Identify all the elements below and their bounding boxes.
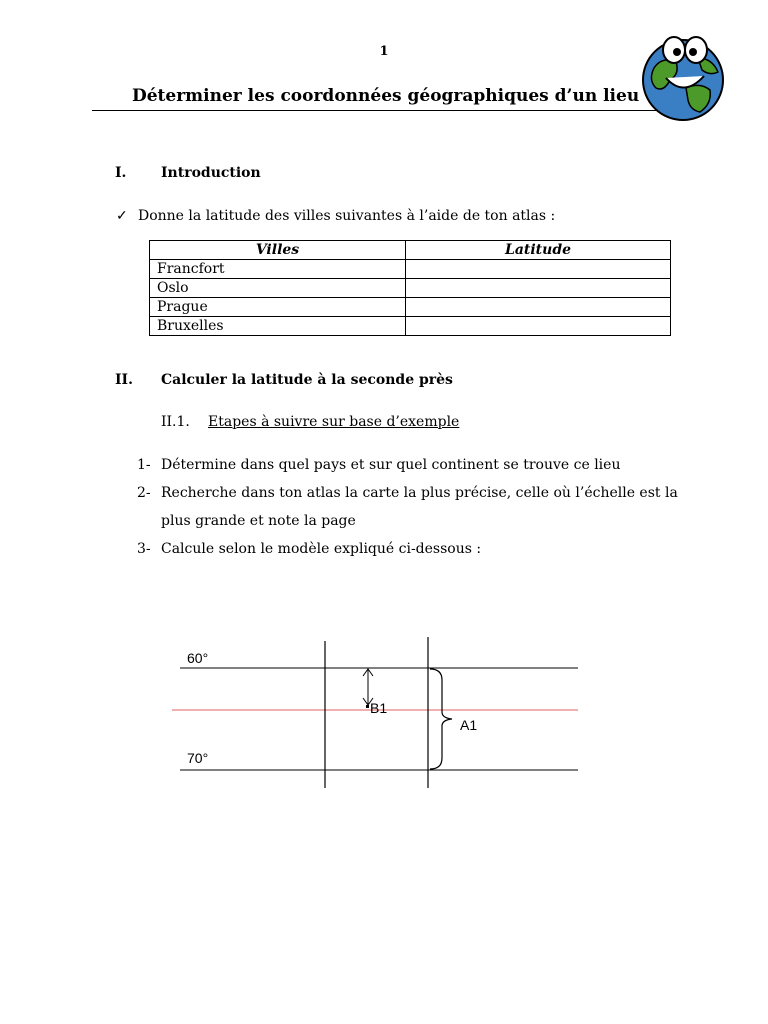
- step-text: Recherche dans ton atlas la carte la plus précise, celle où l’échelle est la: [161, 485, 678, 501]
- step-text: Détermine dans quel pays et sur quel continent se trouve ce lieu: [161, 457, 621, 473]
- label-70: 70°: [187, 750, 209, 766]
- checkmark-icon: ✓: [116, 208, 128, 224]
- section-1-instruction: Donne la latitude des villes suivantes à l’aide de ton atlas :: [138, 208, 556, 224]
- page-title: Déterminer les coordonnées géographiques d’un lieu: [132, 86, 640, 106]
- step-number: 2-: [137, 485, 151, 501]
- table-cell-city: Prague: [150, 298, 406, 317]
- subsection-number: II.1.: [161, 414, 190, 430]
- brace-icon: [430, 669, 452, 769]
- step-number: 3-: [137, 541, 151, 557]
- subsection-title: Etapes à suivre sur base d’exemple: [208, 414, 460, 430]
- point-marker: [366, 705, 369, 708]
- table-header-cell: Villes: [150, 241, 406, 260]
- table-cell-city: Francfort: [150, 260, 406, 279]
- section-2-number: II.: [115, 372, 133, 388]
- page-number: 1: [379, 44, 389, 59]
- table-header-cell: Latitude: [406, 241, 671, 260]
- table-cell-city: Oslo: [150, 279, 406, 298]
- step-text: Calcule selon le modèle expliqué ci-dessous :: [161, 541, 482, 557]
- section-2-title: Calculer la latitude à la seconde près: [161, 372, 453, 388]
- section-1-title: Introduction: [161, 165, 261, 181]
- step-text: plus grande et note la page: [161, 513, 356, 529]
- step-number: 1-: [137, 457, 151, 473]
- label-a1: A1: [460, 717, 478, 733]
- label-b1: B1: [370, 700, 388, 716]
- label-60: 60°: [187, 650, 209, 666]
- section-1-number: I.: [115, 165, 127, 181]
- table-cell-city: Bruxelles: [150, 317, 406, 336]
